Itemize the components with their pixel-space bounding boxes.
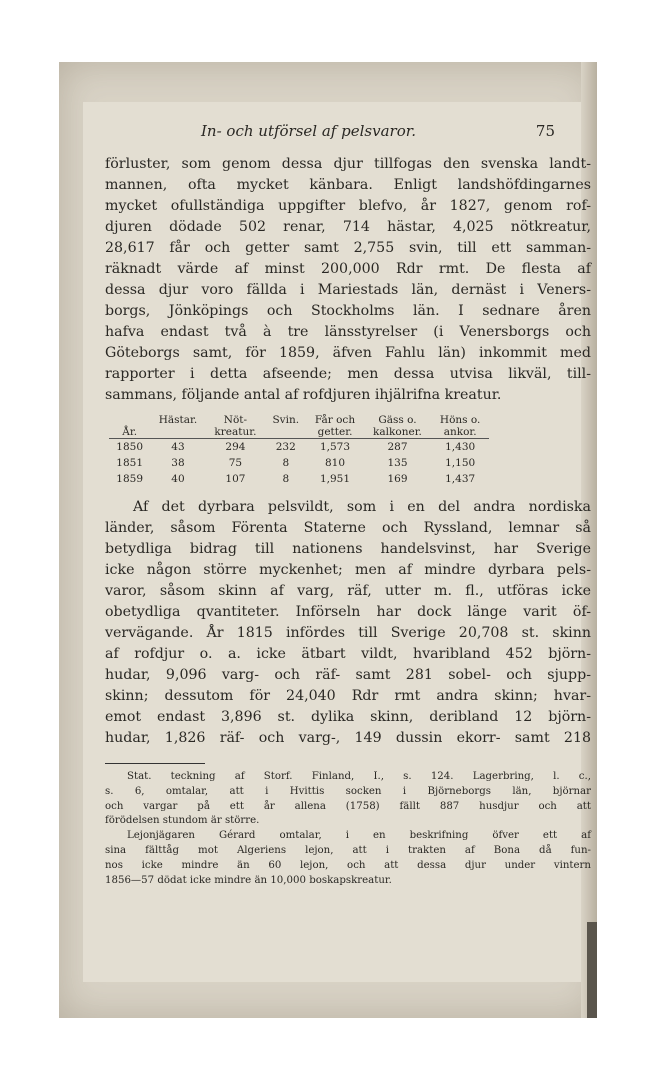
footnote-line: nos icke mindre än 60 lejon, och att dessa djur under vintern — [105, 859, 591, 871]
book-edge — [587, 922, 597, 1018]
paragraph-2 — [105, 497, 591, 749]
text-line: 28,617 får och getter samt 2,755 svin, till ett samman- — [105, 240, 591, 256]
text-line: Af det dyrbara pelsvildt, som i en del andra nordiska — [133, 499, 591, 515]
table-cell: 1,150 — [445, 457, 476, 469]
col-header: Hästar. — [158, 414, 198, 426]
table-row — [109, 455, 489, 471]
text-line: förluster, som genom dessa djur tillfogas den svenska landt- — [105, 156, 591, 172]
text-line: rapporter i detta afseende; men dessa utvisa likväl, till- — [105, 366, 591, 382]
col-header: Nöt- — [223, 414, 248, 426]
footnote-line: och vargar på ett år allena (1758) fällt 887 husdjur och att — [105, 800, 591, 812]
footnote-line: sina fälttåg mot Algeriens lejon, att i trakten af Bona då fun- — [105, 844, 591, 856]
footnote-line: 1856—57 dödat icke mindre än 10,000 boskapskreatur. — [105, 874, 392, 886]
footnote-line: Stat. teckning af Storf. Finland, I., s. 124. Lagerbring, l. c., — [127, 771, 591, 782]
text-line: mycket ofullständiga uppgifter blefvo, år 1827, genom rof- — [105, 198, 591, 214]
text-line: vervägande. År 1815 infördes till Sverige 20,708 st. skinn — [105, 625, 591, 641]
text-line: af rofdjur o. a. icke ätbart vildt, hvaribland 452 björn- — [105, 646, 591, 662]
text-line: icke någon större myckenhet; men af mindre dyrbara pels- — [105, 562, 591, 578]
table-cell: 1,951 — [319, 473, 351, 485]
table-cell: 135 — [387, 457, 408, 469]
table-cell: 107 — [225, 473, 246, 485]
page-number: 75 — [535, 122, 555, 140]
text-line: sammans, följande antal af rofdjuren ihjälrifna kreatur. — [105, 387, 502, 403]
table-cell: 287 — [387, 441, 408, 453]
col-header: Gäss o. — [378, 414, 417, 426]
table-cell: 1,573 — [319, 441, 351, 453]
text-line: mannen, ofta mycket känbara. Enligt landshöfdingarnes — [105, 177, 591, 193]
footnote-2 — [105, 829, 591, 888]
livestock-table — [109, 414, 489, 487]
text-line: emot endast 3,896 st. dylika skinn, deribland 12 björn- — [105, 709, 591, 725]
col-header: kalkoner. — [364, 426, 432, 439]
table-row — [109, 439, 489, 456]
col-header — [150, 426, 205, 439]
text-line: hudar, 9,096 varg- och räf- samt 281 sobel- och sjupp- — [105, 667, 591, 683]
table-cell: 294 — [225, 441, 246, 453]
table-cell: 1851 — [116, 457, 144, 469]
table-row — [109, 471, 489, 487]
paragraph-1 — [105, 154, 591, 406]
table-cell: 43 — [171, 441, 185, 453]
table-cell: 38 — [171, 457, 185, 469]
running-title: In- och utförsel af pelsvaror. — [201, 122, 417, 140]
scanned-page — [59, 62, 597, 1018]
col-header: År. — [109, 426, 150, 439]
table-header-row — [109, 426, 489, 439]
table-cell: 1,437 — [445, 473, 476, 485]
footnote-1 — [105, 770, 591, 829]
col-header: kreatur. — [206, 426, 266, 439]
table-header-row — [109, 414, 489, 426]
col-header: ankor. — [431, 426, 489, 439]
footnote-line: förödelsen stundom är större. — [105, 815, 260, 827]
table-cell: 1850 — [116, 441, 144, 453]
text-line: räknadt värde af minst 200,000 Rdr rmt. De flesta af — [105, 261, 591, 277]
text-line: borgs, Jönköpings och Stockholms län. I sednare åren — [105, 303, 591, 319]
table-cell: 75 — [228, 457, 243, 469]
text-line: hudar, 1,826 räf- och varg-, 149 dussin ekorr- samt 218 — [105, 730, 591, 746]
page-content — [105, 122, 591, 888]
table-cell: 1,430 — [445, 441, 476, 453]
text-line: djuren dödade 502 renar, 714 hästar, 4,025 nötkreatur, — [105, 219, 591, 235]
text-line: hafva endast två à tre länsstyrelser (i Venersborgs och — [105, 324, 591, 340]
col-header: Får och — [314, 414, 356, 426]
table-cell: 232 — [275, 441, 296, 453]
table-cell: 169 — [387, 473, 408, 485]
col-header: Svin. — [272, 414, 300, 426]
col-header: Höns o. — [439, 414, 481, 426]
col-header — [109, 414, 150, 426]
footnote-divider — [105, 763, 205, 764]
text-line: Göteborgs samt, för 1859, äfven Fahlu län) inkommit med — [105, 345, 591, 361]
table-cell: 40 — [171, 473, 185, 485]
text-line: skinn; dessutom för 24,040 Rdr rmt andra skinn; hvar- — [105, 688, 591, 704]
text-line: länder, såsom Förenta Staterne och Ryssland, lemnar så — [105, 520, 591, 536]
table-cell: 8 — [282, 473, 290, 485]
text-line: dessa djur voro fällda i Mariestads län, dernäst i Veners- — [105, 282, 591, 298]
running-head — [105, 122, 591, 150]
text-line: obetydliga qvantiteter. Införseln har dock länge varit öf- — [105, 604, 591, 620]
table-cell: 810 — [324, 457, 346, 469]
text-line: betydliga bidrag till nationens handelsvinst, har Sverige — [105, 541, 591, 557]
col-header — [265, 426, 306, 439]
footnote-line: s. 6, omtalar, att i Hvittis socken i Björneborgs län, björnar — [105, 785, 591, 797]
table-cell: 1859 — [116, 473, 144, 485]
table-cell: 8 — [282, 457, 290, 469]
col-header: getter. — [306, 426, 363, 439]
footnote-line: Lejonjägaren Gérard omtalar, i en beskrifning öfver ett af — [127, 830, 591, 842]
text-line: varor, såsom skinn af varg, räf, utter m. fl., utföras icke — [105, 583, 591, 599]
